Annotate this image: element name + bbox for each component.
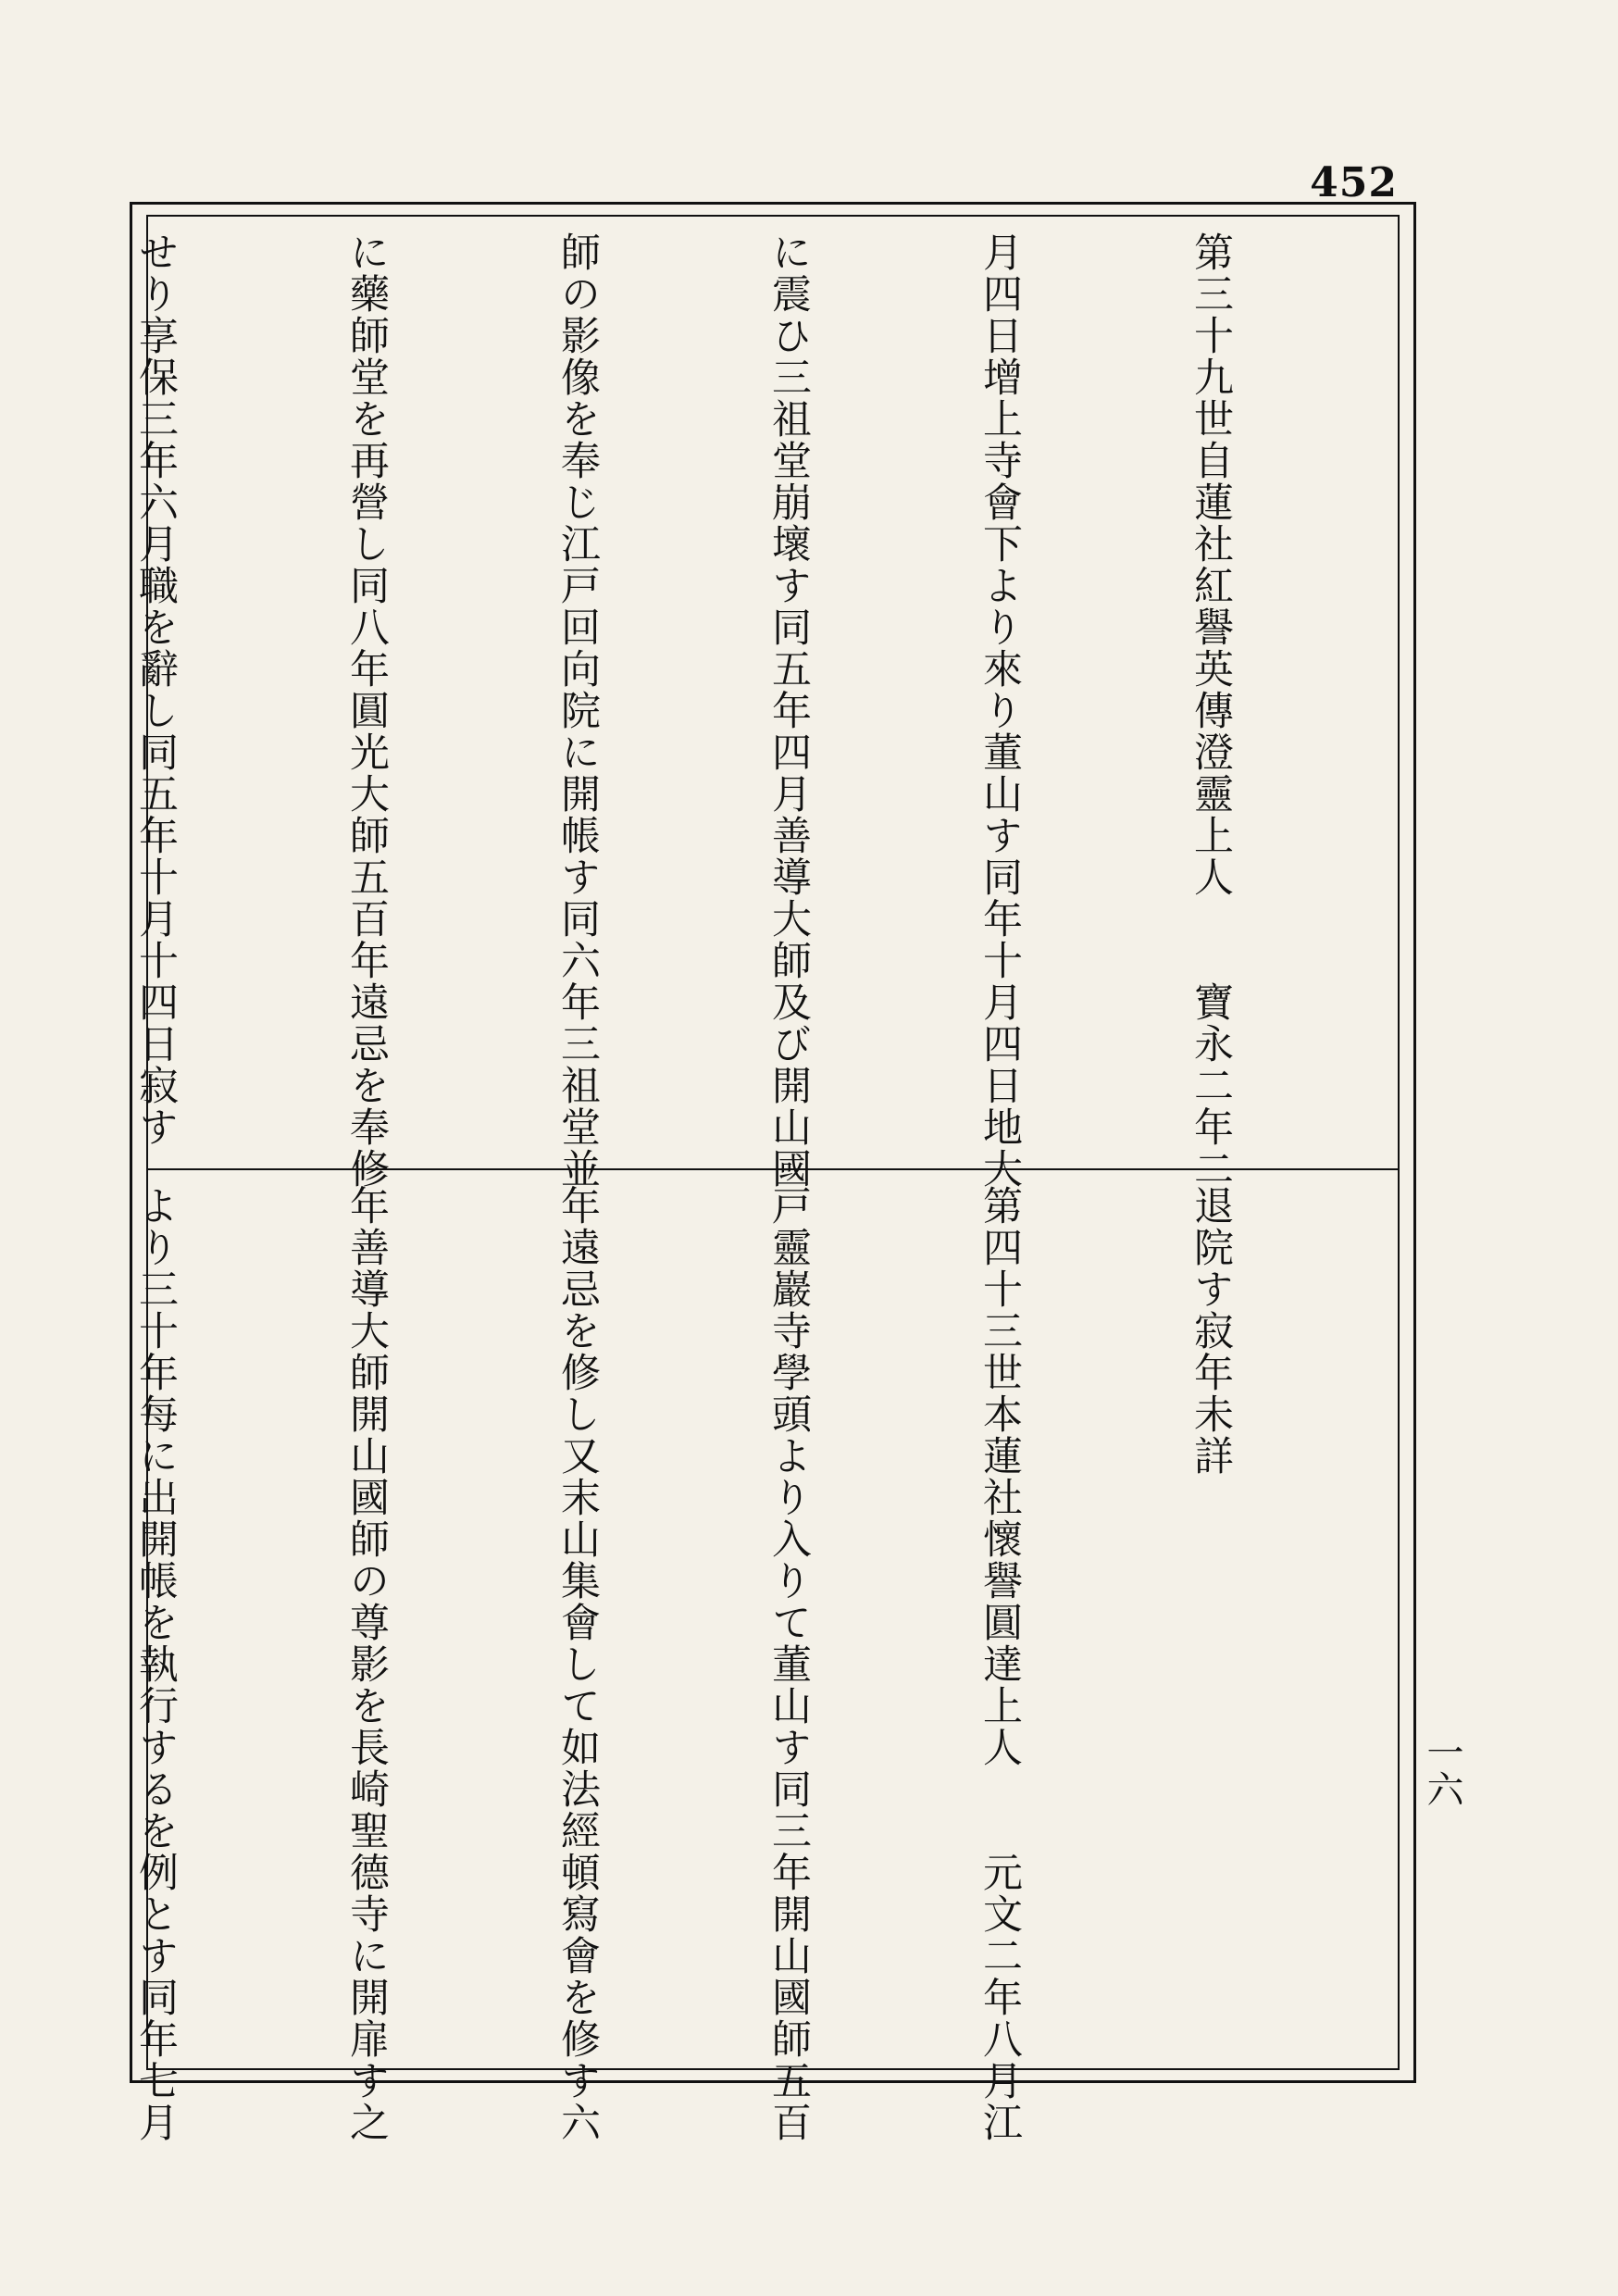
top-text-section: [132, 231, 1387, 1190]
text-column: 年善導大師開山國師の尊影を長崎聖德寺に開扉す之: [343, 1185, 390, 2143]
text-column: 師の影像を奉じ江戸回向院に開帳す同六年三祖堂並: [554, 231, 601, 1190]
text-column: 第四十三世本蓮社懷譽圓達上人 元文二年八月江: [977, 1185, 1023, 2143]
bottom-text-section: [132, 1185, 1387, 2143]
text-column: 第三十九世自蓮社紅譽英傳澄靈上人 寶永二年二: [1188, 231, 1234, 1190]
side-page-mark: 一六: [1421, 1733, 1463, 1807]
page-number: 452: [1310, 159, 1398, 206]
text-column: に藥師堂を再營し同八年圓光大師五百年遠忌を奉修: [343, 231, 390, 1190]
text-column: より三十年每に出開帳を執行するを例とす同年七月: [132, 1185, 179, 2143]
text-column: 月四日增上寺會下より來り董山す同年十月四日地大: [977, 231, 1023, 1190]
text-column: せり享保三年六月職を辭し同五年十月十四日寂す: [132, 231, 179, 1148]
text-column: 年遠忌を修し又末山集會して如法經頓寫會を修す六: [554, 1185, 601, 2143]
text-column: 戸靈巖寺學頭より入りて董山す同三年開山國師五百: [765, 1185, 812, 2143]
text-column: に震ひ三祖堂崩壞す同五年四月善導大師及び開山國: [765, 231, 812, 1190]
text-column: 退院す寂年未詳: [1188, 1185, 1234, 1477]
